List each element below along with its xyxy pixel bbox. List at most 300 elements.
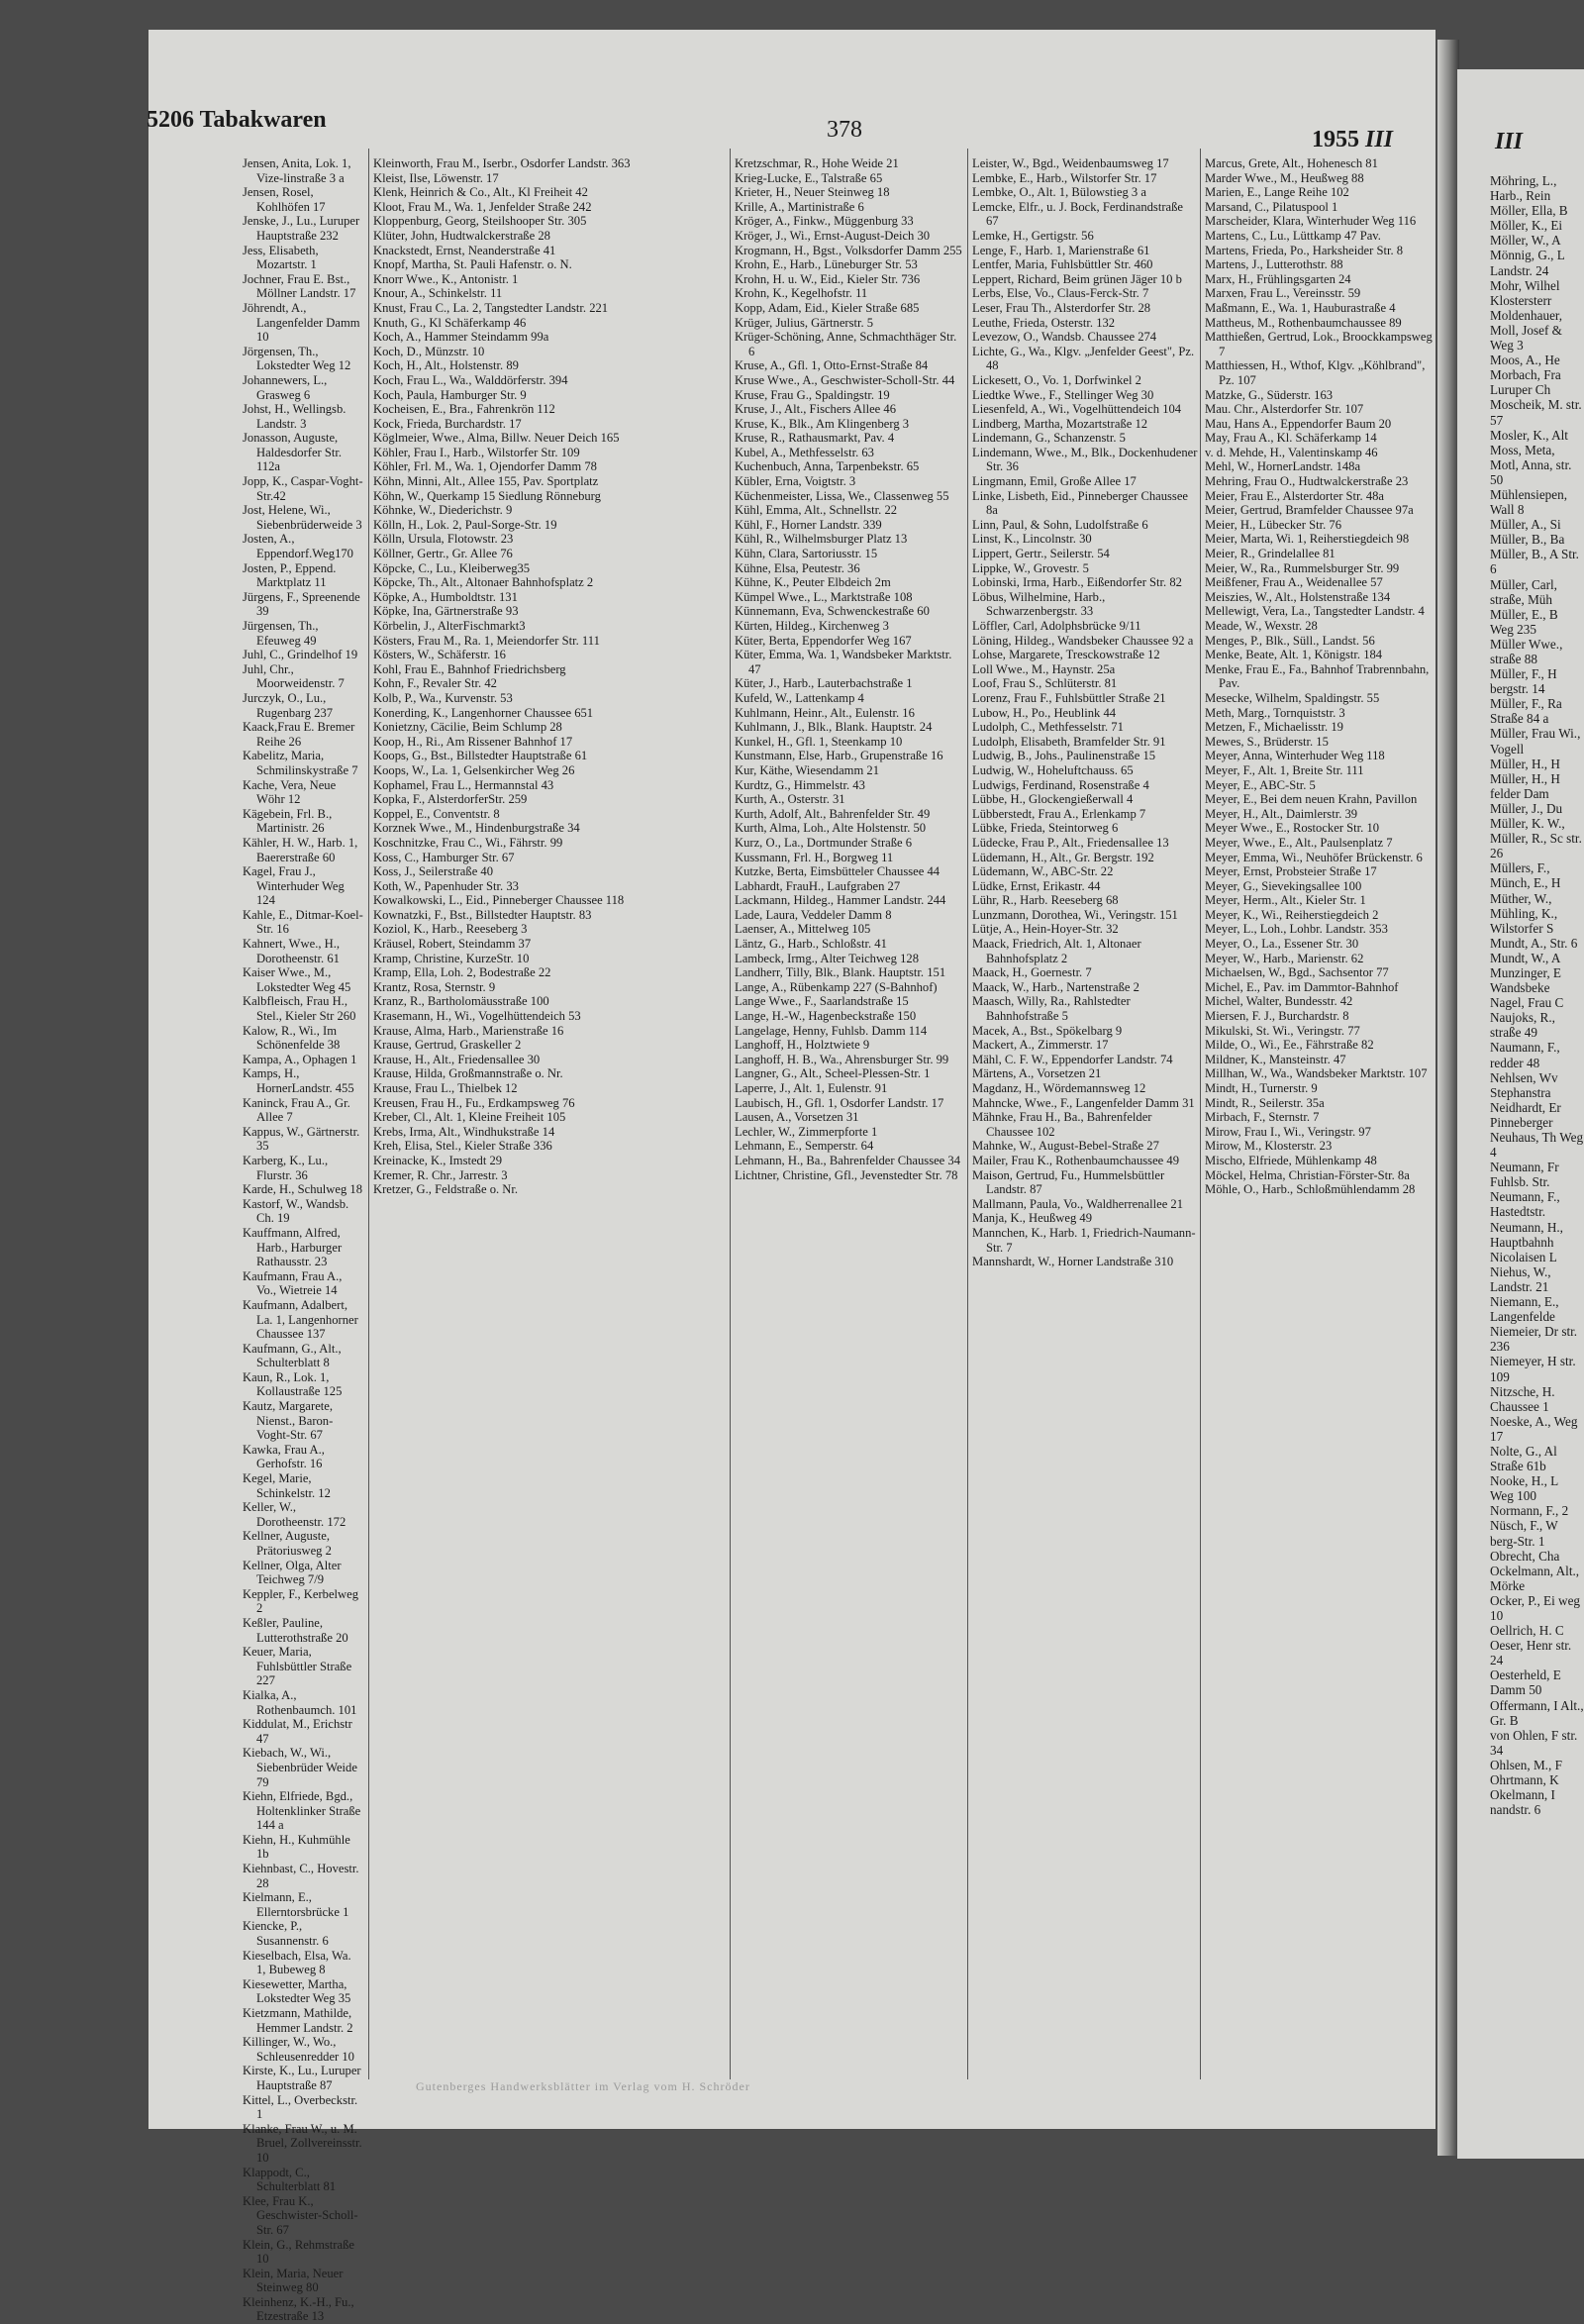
listing-entry: Kümpel Wwe., L., Marktstraße 108 <box>735 589 913 604</box>
listing-entry: Kretzschmar, R., Hohe Weide 21 <box>735 156 899 170</box>
listing-entry: Mahnke, W., August-Bebel-Straße 27 <box>972 1139 1159 1154</box>
listing-entry: Kruse, A., Gfl. 1, Otto-Ernst-Straße 84 <box>735 358 929 373</box>
facing-entry: Oeser, Henr str. 24 <box>1490 1638 1572 1668</box>
listing-entry: Kache, Vera, Neue Wöhr 12 <box>243 777 337 807</box>
listing-entry: Lambeck, Irmg., Alter Teichweg 128 <box>735 951 919 965</box>
facing-entry: Müller, E., B Weg 235 <box>1490 606 1558 637</box>
listing-entry: Kellner, Auguste, Prätoriusweg 2 <box>243 1529 332 1558</box>
listing-entry: Maasch, Willy, Ra., Rahlstedter Bahnhofstraße 5 <box>972 994 1131 1024</box>
listing-entry: Leuthe, Frieda, Osterstr. 132 <box>972 315 1116 330</box>
listing-entry: Mirow, M., Klosterstr. 23 <box>1205 1139 1333 1154</box>
listing-entry: Lichtner, Christine, Gfl., Jevenstedter Str. 78 <box>735 1167 958 1182</box>
listing-entry: Koop, H., Ri., Am Rissener Bahnhof 17 <box>373 734 573 749</box>
listing-entry: Lüdecke, Frau P., Alt., Friedensallee 13 <box>972 835 1169 850</box>
listing-entry: Meyer, G., Sievekingsallee 100 <box>1205 878 1362 893</box>
listing-entry: Lerbs, Else, Vo., Claus-Ferck-Str. 7 <box>972 286 1149 301</box>
listing-entry: Meißfener, Frau A., Weidenallee 57 <box>1205 575 1383 590</box>
listing-entry: Mewes, S., Brüderstr. 15 <box>1205 734 1329 749</box>
listing-entry: Meier, Frau E., Alsterdorter Str. 48a <box>1205 488 1385 503</box>
listing-entry: Lorenz, Frau F., Fuhlsbüttler Straße 21 <box>972 690 1166 705</box>
listing-entry: Martens, C., Lu., Lüttkamp 47 Pav. <box>1205 228 1381 243</box>
listing-entry: Mellewigt, Vera, La., Tangstedter Landstr. 4 <box>1205 604 1425 619</box>
listing-entry: Meyer, Emma, Wi., Neuhöfer Brückenstr. 6 <box>1205 850 1423 864</box>
listing-entry: Meyer, L., Loh., Lohbr. Landstr. 353 <box>1205 922 1388 937</box>
listing-entry: Klee, Frau K., Geschwister-Scholl-Str. 67 <box>243 2193 358 2237</box>
listing-entry: Köpcke, C., Lu., Kleiberweg35 <box>373 560 531 575</box>
listing-entry: Meyer, K., Wi., Reiherstiegdeich 2 <box>1205 907 1379 922</box>
listing-entry: Lippke, W., Grovestr. 5 <box>972 560 1089 575</box>
listing-entry: Marder Wwe., M., Heußweg 88 <box>1205 170 1364 185</box>
listing-entry: Kalbfleisch, Frau H., Stel., Kieler Str 260 <box>243 994 356 1024</box>
facing-entry: Mosler, K., Alt <box>1490 427 1568 443</box>
facing-entry: Nolte, G., Al Straße 61b <box>1490 1443 1557 1474</box>
facing-entry: Müther, W., <box>1490 890 1552 906</box>
listing-entry: Kielmann, E., Ellerntorsbrücke 1 <box>243 1890 349 1919</box>
listing-entry: Lechler, W., Zimmerpforte 1 <box>735 1124 878 1139</box>
listing-entry: Meyer, O., La., Essener Str. 30 <box>1205 937 1359 952</box>
listing-entry: Knuth, G., Kl Schäferkamp 46 <box>373 315 527 330</box>
listing-entry: Michaelsen, W., Bgd., Sachsentor 77 <box>1205 965 1389 980</box>
listing-entry: Krohn, H. u. W., Eid., Kieler Str. 736 <box>735 271 921 286</box>
facing-entry: Müller, A., Si <box>1490 517 1561 533</box>
listing-entry: Lüdemann, W., ABC-Str. 22 <box>972 864 1114 879</box>
listing-entry: Mehl, W., HornerLandstr. 148a <box>1205 459 1361 474</box>
facing-entry: Müller, B., Ba <box>1490 532 1565 548</box>
listing-entry: Lentfer, Maria, Fuhlsbüttler Str. 460 <box>972 257 1153 272</box>
listing-entry: Marx, H., Frühlingsgarten 24 <box>1205 271 1351 286</box>
listing-entry: Kreh, Elisa, Stel., Kieler Straße 336 <box>373 1139 552 1154</box>
listing-entry: Kastorf, W., Wandsb. Ch. 19 <box>243 1196 349 1226</box>
listing-entry: Meiszies, W., Alt., Holstenstraße 134 <box>1205 589 1391 604</box>
listing-entry: Kühl, F., Horner Landstr. 339 <box>735 517 882 532</box>
listing-entry: Johannewers, L., Grasweg 6 <box>243 372 328 402</box>
listing-entry: Köllner, Gertr., Gr. Allee 76 <box>373 547 513 561</box>
listing-entry: Koops, G., Bst., Billstedter Hauptstraße 61 <box>373 749 588 763</box>
facing-entry: Müller, Carl, straße, Müh <box>1490 576 1557 607</box>
listing-entry: Jurczyk, O., Lu., Rugenbarg 237 <box>243 690 334 720</box>
listing-entry: Küter, Berta, Eppendorfer Weg 167 <box>735 633 912 648</box>
facing-entry: Müller, F., Ra Straße 84 a <box>1490 696 1562 727</box>
listing-entry: Kiehn, Elfriede, Bgd., Holtenklinker Straße 144 a <box>243 1789 361 1833</box>
listing-entry: Ludolph, C., Methfesselstr. 71 <box>972 720 1124 735</box>
facing-entry: Müller, B., A Str. 6 <box>1490 547 1579 577</box>
listing-entry: Köhnke, W., Diederichstr. 9 <box>373 503 513 518</box>
listing-entry: Mähnke, Frau H., Ba., Bahrenfelder Chaussee 102 <box>972 1110 1152 1139</box>
listing-entry: Kägebein, Frl. B., Martinistr. 26 <box>243 806 333 836</box>
listing-entry: Krause, Frau L., Thielbek 12 <box>373 1081 518 1095</box>
listing-entry: Kawka, Frau A., Gerhofstr. 16 <box>243 1442 325 1471</box>
listing-entry: Magdanz, H., Wördemannsweg 12 <box>972 1081 1146 1095</box>
listing-entry: Lippert, Gertr., Seilerstr. 54 <box>972 547 1110 561</box>
listing-entry: Milde, O., Wi., Ee., Fährstraße 82 <box>1205 1038 1374 1053</box>
listing-entry: Klein, G., Rehmstraße 10 <box>243 2237 354 2267</box>
listing-entry: Lindberg, Martha, Mozartstraße 12 <box>972 416 1148 431</box>
listing-entry: Maison, Gertrud, Fu., Hummelsbüttler Landstr. 87 <box>972 1167 1165 1197</box>
listing-entry: Kranz, R., Bartholomäusstraße 100 <box>373 994 549 1009</box>
listing-entry: Meier, W., Ra., Rummelsburger Str. 99 <box>1205 560 1400 575</box>
listing-entry: Kramp, Christine, KurzeStr. 10 <box>373 951 530 965</box>
listing-entry: Lemke, H., Gertigstr. 56 <box>972 228 1094 243</box>
listing-entry: Köpcke, Th., Alt., Altonaer Bahnhofsplatz 2 <box>373 575 594 590</box>
listing-entry: Matthiessen, H., Wthof, Klgv. „Köhlbrand", Pz. 107 <box>1205 358 1426 387</box>
listing-entry: Linke, Lisbeth, Eid., Pinneberger Chaussee 8a <box>972 488 1189 518</box>
listing-entry: Leser, Frau Th., Alsterdorfer Str. 28 <box>972 300 1151 315</box>
listing-entry: Meth, Marg., Tornquiststr. 3 <box>1205 705 1345 720</box>
listing-entry: Ludwig, B., Johs., Paulinenstraße 15 <box>972 749 1156 763</box>
facing-entry: Neumann, F., Hastedtstr. <box>1490 1189 1560 1220</box>
listing-entry: Liesenfeld, A., Wi., Vogelhüttendeich 104 <box>972 402 1182 417</box>
listing-entry: Lenge, F., Harb. 1, Marienstraße 61 <box>972 243 1150 257</box>
listing-entry: Mau. Chr., Alsterdorfer Str. 107 <box>1205 402 1364 417</box>
listing-entry: Krause, H., Alt., Friedensallee 30 <box>373 1052 541 1066</box>
listing-entry: Kur, Käthe, Wiesendamm 21 <box>735 762 879 777</box>
listing-entry: Kähler, H. W., Harb. 1, Baererstraße 60 <box>243 835 358 864</box>
listing-entry: Koziol, K., Harb., Reeseberg 3 <box>373 922 528 937</box>
listing-entry: Kiencke, P., Susannenstr. 6 <box>243 1919 329 1949</box>
listing-entry: Kiesewetter, Martha, Lokstedter Weg 35 <box>243 1976 351 2006</box>
listing-entry: Kaun, R., Lok. 1, Kollaustraße 125 <box>243 1369 343 1399</box>
listing-entry: Mildner, K., Mansteinstr. 47 <box>1205 1052 1346 1066</box>
listing-entry: Meier, Marta, Wi. 1, Reiherstiegdeich 98 <box>1205 532 1410 547</box>
listing-entry: Kunstmann, Else, Harb., Grupenstraße 16 <box>735 749 943 763</box>
listing-entry: Koth, W., Papenhuder Str. 33 <box>373 878 519 893</box>
listing-entry: Lemcke, Elfr., u. J. Bock, Ferdinandstraße 67 <box>972 199 1183 229</box>
listing-entry: Kretzer, G., Feldstraße o. Nr. <box>373 1182 519 1197</box>
listing-entry: Lohse, Margarete, Tresckowstraße 12 <box>972 648 1160 662</box>
facing-entry: Mühlensiepen, Wall 8 <box>1490 486 1568 518</box>
listing-entry: Koschnitzke, Frau C., Wi., Fährstr. 99 <box>373 835 563 850</box>
listing-entry: Maack, Friedrich, Alt. 1, Altonaer Bahnhofsplatz 2 <box>972 937 1141 965</box>
listing-entry: Lüdemann, H., Alt., Gr. Bergstr. 192 <box>972 850 1154 864</box>
volume-part: III <box>1365 127 1394 152</box>
facing-entry: Müller, K. W., <box>1490 816 1565 832</box>
listing-entry: Möckel, Helma, Christian-Förster-Str. 8a <box>1205 1167 1410 1182</box>
listing-entry: Krohn, E., Harb., Lüneburger Str. 53 <box>735 257 918 272</box>
listing-entry: Koppel, E., Conventstr. 8 <box>373 806 500 821</box>
listing-entry: Kocheisen, E., Bra., Fahrenkrön 112 <box>373 402 555 417</box>
listing-entry: Kialka, A., Rothenbaumch. 101 <box>243 1687 357 1717</box>
facing-entry: Naujoks, R., straße 49 <box>1490 1010 1555 1041</box>
listing-entry: Koch, Frau L., Wa., Walddörferstr. 394 <box>373 372 568 387</box>
listing-entry: Meyer Wwe., E., Rostocker Str. 10 <box>1205 821 1380 836</box>
facing-entry: Nagel, Frau C <box>1490 995 1564 1011</box>
facing-entry: Ohlsen, M., F <box>1490 1757 1562 1772</box>
listing-entry: Knackstedt, Ernst, Neanderstraße 41 <box>373 243 556 257</box>
facing-entry: Mönnig, G., L Landstr. 24 <box>1490 248 1565 278</box>
listing-entry: Kröger, A., Finkw., Müggenburg 33 <box>735 214 914 229</box>
listing-entry: Köpke, Ina, Gärtnerstraße 93 <box>373 604 519 619</box>
listing-entry: Jopp, K., Caspar-Voght-Str.42 <box>243 474 363 503</box>
facing-entry: Müller, F., H bergstr. 14 <box>1490 666 1557 697</box>
listing-entry: Kleist, Ilse, Löwenstr. 17 <box>373 170 499 185</box>
listing-entry: Maack, W., Harb., Nartenstraße 2 <box>972 979 1139 994</box>
facing-entry: Niemeyer, H str. 109 <box>1490 1354 1576 1384</box>
listing-entry: May, Frau A., Kl. Schäferkamp 14 <box>1205 431 1377 446</box>
listing-entry: Köhler, Frau I., Harb., Wilstorfer Str. 109 <box>373 445 580 459</box>
listing-entry: Kufeld, W., Lattenkamp 4 <box>735 690 864 705</box>
listing-entry: Jess, Elisabeth, Mozartstr. 1 <box>243 243 319 272</box>
listing-entry: Menke, Beate, Alt. 1, Königstr. 184 <box>1205 648 1383 662</box>
listing-entry: Kubel, A., Methfesselstr. 63 <box>735 445 874 459</box>
listing-entry: Kübler, Erna, Voigtstr. 3 <box>735 474 856 489</box>
listing-entry: Lubow, H., Po., Heublink 44 <box>972 705 1117 720</box>
listing-entry: Lehmann, H., Ba., Bahrenfelder Chaussee 34 <box>735 1153 961 1167</box>
facing-entry: Mundt, W., A <box>1490 950 1561 965</box>
listing-entry: Kiddulat, M., Erichstr 47 <box>243 1717 352 1746</box>
listing-entry: Laubisch, H., Gfl. 1, Osdorfer Landstr. 17 <box>735 1095 944 1110</box>
listing-entry: Meier, Gertrud, Bramfelder Chaussee 97a <box>1205 503 1414 518</box>
listing-entry: Macek, A., Bst., Spökelbarg 9 <box>972 1023 1123 1038</box>
listing-entry: Kaninck, Frau A., Gr. Allee 7 <box>243 1095 350 1125</box>
listing-entry: v. d. Mehde, H., Valentinskamp 46 <box>1205 445 1378 459</box>
facing-entry: Niemann, E., Langenfelde <box>1490 1294 1559 1325</box>
listing-entry: Koch, A., Hammer Steindamm 99a <box>373 330 549 345</box>
listing-entry: Leppert, Richard, Beim grünen Jäger 10 b <box>972 271 1182 286</box>
listing-entry: Kreber, Cl., Alt. 1, Kleine Freiheit 105 <box>373 1110 566 1125</box>
listing-entry: Krantz, Rosa, Sternstr. 9 <box>373 979 496 994</box>
listing-entry: Kautz, Margarete, Nienst., Baron-Voght-Str. 67 <box>243 1399 334 1443</box>
listing-entry: Jürgens, F., Spreenende 39 <box>243 589 360 619</box>
listing-entry: Lackmann, Hildeg., Hammer Landstr. 244 <box>735 893 946 908</box>
listing-entry: Krause, Gertrud, Graskeller 2 <box>373 1038 522 1053</box>
facing-entry: Müller, H., H felder Dam <box>1490 770 1560 801</box>
column-rule <box>368 149 369 2079</box>
listing-entry: Ludwig, W., Hoheluftchauss. 65 <box>972 762 1134 777</box>
listing-entry: Köhn, W., Querkamp 15 Siedlung Rönneburg <box>373 488 601 503</box>
listing-entry: Kutzke, Berta, Eimsbütteler Chaussee 44 <box>735 864 940 879</box>
listing-entry: Kühl, Emma, Alt., Schnellstr. 22 <box>735 503 898 518</box>
listing-entry: Loof, Frau S., Schlüterstr. 81 <box>972 676 1118 691</box>
facing-entry: Münch, E., H <box>1490 875 1561 891</box>
listing-entry: Kolb, P., Wa., Kurvenstr. 53 <box>373 690 513 705</box>
listing-entry: Jost, Helene, Wi., Siebenbrüderweide 3 <box>243 503 362 532</box>
listing-entry: Juhl, C., Grindelhof 19 <box>243 648 358 662</box>
facing-entry: Nitzsche, H. Chaussee 1 <box>1490 1383 1555 1414</box>
listing-entry: Mindt, H., Turnerstr. 9 <box>1205 1081 1318 1095</box>
listing-entry: Lange, A., Rübenkamp 227 (S-Bahnhof) <box>735 979 938 994</box>
listing-entry: Kloppenburg, Georg, Steilshooper Str. 305 <box>373 214 587 229</box>
listing-entry: Marcus, Grete, Alt., Hohenesch 81 <box>1205 156 1378 170</box>
listing-entry: Lausen, A., Vorsetzen 31 <box>735 1110 859 1125</box>
page-footer: Gutenberges Handwerksblätter im Verlag vom H. Schröder <box>416 2079 750 2093</box>
listing-entry: Köglmeier, Wwe., Alma, Billw. Neuer Deich 165 <box>373 431 620 446</box>
listing-entry: Lübbe, H., Glockengießerwall 4 <box>972 792 1134 807</box>
listing-entry: Köhler, Frl. M., Wa. 1, Ojendorfer Damm 78 <box>373 459 597 474</box>
listing-entry: Lüdke, Ernst, Erikastr. 44 <box>972 878 1101 893</box>
listing-entry: Landherr, Tilly, Blk., Blank. Hauptstr. 151 <box>735 965 946 980</box>
listing-entry: Kreinacke, K., Imstedt 29 <box>373 1153 503 1167</box>
listing-entry: Kiebach, W., Wi., Siebenbrüder Weide 79 <box>243 1746 357 1789</box>
listing-entry: Lübke, Frieda, Steintorweg 6 <box>972 821 1119 836</box>
listing-entry: Kopp, Adam, Eid., Kieler Straße 685 <box>735 300 920 315</box>
listing-entry: Kaufmann, Frau A., Vo., Wietreie 14 <box>243 1268 343 1298</box>
listing-entry: Leister, W., Bgd., Weidenbaumsweg 17 <box>972 156 1169 170</box>
listing-entry: Lübberstedt, Frau A., Erlenkamp 7 <box>972 806 1146 821</box>
listing-entry: Lunzmann, Dorothea, Wi., Veringstr. 151 <box>972 907 1178 922</box>
listing-entry: Krogmann, H., Bgst., Volksdorfer Damm 255 <box>735 243 962 257</box>
facing-entry: Mundt, A., Str. 6 <box>1490 935 1578 951</box>
listing-entry: Kabelitz, Maria, Schmilinskystraße 7 <box>243 749 358 777</box>
listing-entry: Metzen, F., Michaelisstr. 19 <box>1205 720 1343 735</box>
listing-entry: Kophamel, Frau L., Hermannstal 43 <box>373 777 554 792</box>
listing-entry: Johst, H., Wellingsb. Landstr. 3 <box>243 402 346 431</box>
listing-entry: Josten, A., Eppendorf.Weg170 <box>243 532 353 561</box>
facing-entry: Müllers, F., <box>1490 860 1550 876</box>
listing-entry: Killinger, W., Wo., Schleusenredder 10 <box>243 2035 354 2064</box>
facing-entry: Nehlsen, Wv Stephanstra <box>1490 1069 1558 1100</box>
listing-entry: Kurth, Alma, Loh., Alte Holstenstr. 50 <box>735 821 927 836</box>
listing-entry: Märtens, A., Vorsetzen 21 <box>972 1066 1102 1081</box>
listing-entry: Kühne, Elsa, Peutestr. 36 <box>735 560 860 575</box>
listing-entry: Meier, H., Lübecker Str. 76 <box>1205 517 1341 532</box>
listing-entry: Knour, A., Schinkelstr. 11 <box>373 286 503 301</box>
listing-entry: Kösters, Frau M., Ra. 1, Meiendorfer Str. 111 <box>373 633 600 648</box>
listing-entry: Kownatzki, F., Bst., Billstedter Hauptstr. 83 <box>373 907 592 922</box>
listing-entry: Meyer, Herm., Alt., Kieler Str. 1 <box>1205 893 1366 908</box>
listing-entry: Kloot, Frau M., Wa. 1, Jenfelder Straße 242 <box>373 199 592 214</box>
listing-entry: Kruse, Frau G., Spaldingstr. 19 <box>735 387 890 402</box>
listing-entry: Lühr, R., Harb. Reeseberg 68 <box>972 893 1119 908</box>
listing-entry: Mattheus, M., Rothenbaumchaussee 89 <box>1205 315 1402 330</box>
listing-entry: Knust, Frau C., La. 2, Tangstedter Landstr. 221 <box>373 300 609 315</box>
listing-entry: Kramp, Ella, Loh. 2, Bodestraße 22 <box>373 965 551 980</box>
listing-entry: Köhn, Minni, Alt., Allee 155, Pav. Sportplatz <box>373 474 599 489</box>
facing-entry: Müller, R., Sc str. 26 <box>1490 831 1582 861</box>
listing-entry: Kiehnbast, C., Hovestr. 28 <box>243 1862 359 1890</box>
listing-entry: Krause, Alma, Harb., Marienstraße 16 <box>373 1023 564 1038</box>
facing-entry: Ocker, P., Ei weg 10 <box>1490 1592 1581 1623</box>
listing-entry: Keßler, Pauline, Lutterothstraße 20 <box>243 1615 348 1645</box>
listing-entry: Kruse Wwe., A., Geschwister-Scholl-Str. 44 <box>735 372 955 387</box>
listing-entry: Kurth, Adolf, Alt., Bahrenfelder Str. 49 <box>735 806 931 821</box>
facing-entry: Nooke, H., L Weg 100 <box>1490 1473 1558 1504</box>
listing-entry: Meyer, Wwe., E., Alt., Paulsenplatz 7 <box>1205 835 1393 850</box>
page-number: 378 <box>827 117 862 143</box>
listing-entry: Kuchenbuch, Anna, Tarpenbekstr. 65 <box>735 459 920 474</box>
facing-entry: Müller Wwe., straße 88 <box>1490 636 1563 666</box>
facing-entry: Noeske, A., Weg 17 <box>1490 1413 1578 1444</box>
listing-entry: Jörgensen, Th., Lokstedter Weg 12 <box>243 344 351 373</box>
listing-entry: Kopka, F., AlsterdorferStr. 259 <box>373 792 528 807</box>
listing-entry: Lichte, G., Wa., Klgv. „Jenfelder Geest", Pz. 48 <box>972 344 1195 373</box>
listing-entry: Mau, Hans A., Eppendorfer Baum 20 <box>1205 416 1392 431</box>
listing-entry: Mischo, Elfriede, Mühlenkamp 48 <box>1205 1153 1377 1167</box>
facing-entry: Nicolaisen L <box>1490 1249 1557 1264</box>
listing-column-1 <box>243 156 363 2324</box>
listing-entry: Maack, H., Goernestr. 7 <box>972 965 1092 980</box>
listing-entry: Kalow, R., Wi., Im Schönenfelde 38 <box>243 1023 341 1053</box>
listing-entry: Martens, Frieda, Po., Harksheider Str. 8 <box>1205 243 1404 257</box>
listing-column-2 <box>373 156 728 2087</box>
facing-entry: Neidhardt, Er Pinneberger <box>1490 1099 1561 1130</box>
listing-entry: Küter, J., Harb., Lauterbachstraße 1 <box>735 676 913 691</box>
listing-entry: Jöhrendt, A., Langenfelder Damm 10 <box>243 300 360 345</box>
listing-entry: Langhoff, H., Holztwiete 9 <box>735 1038 870 1053</box>
listing-entry: Kräusel, Robert, Steindamm 37 <box>373 937 532 952</box>
listing-entry: Kahle, E., Ditmar-Koel-Str. 16 <box>243 907 363 937</box>
listing-entry: Kaack,Frau E. Bremer Reihe 26 <box>243 720 355 749</box>
listing-entry: Kruse, R., Rathausmarkt, Pav. 4 <box>735 431 895 446</box>
listing-entry: Kock, Frieda, Burchardstr. 17 <box>373 416 522 431</box>
listing-entry: Koops, W., La. 1, Gelsenkircher Weg 26 <box>373 762 575 777</box>
listing-entry: Jochner, Frau E. Bst., Möllner Landstr. 17 <box>243 271 356 301</box>
listing-entry: Mikulski, St. Wi., Veringstr. 77 <box>1205 1023 1360 1038</box>
facing-entry: Moss, Meta, <box>1490 442 1555 457</box>
listing-entry: Keppler, F., Kerbelweg 2 <box>243 1586 359 1616</box>
facing-entry: von Ohlen, F str. 34 <box>1490 1727 1578 1758</box>
listing-entry: Kampa, A., Ophagen 1 <box>243 1052 357 1066</box>
listing-entry: Lobinski, Irma, Harb., Eißendorfer Str. 82 <box>972 575 1182 590</box>
listing-entry: Knopf, Martha, St. Pauli Hafenstr. o. N. <box>373 257 572 272</box>
listing-entry: Mallmann, Paula, Vo., Waldherrenallee 21 <box>972 1196 1184 1211</box>
listing-entry: Langhoff, H. B., Wa., Ahrensburger Str. 99 <box>735 1052 949 1066</box>
listing-entry: Lingmann, Emil, Große Allee 17 <box>972 474 1137 489</box>
listing-entry: Kurth, A., Osterstr. 31 <box>735 792 845 807</box>
listing-entry: Krohn, K., Kegelhofstr. 11 <box>735 286 868 301</box>
listing-entry: Kühn, Clara, Sartoriusstr. 15 <box>735 547 878 561</box>
listing-entry: Marien, E., Lange Reihe 102 <box>1205 185 1349 200</box>
listing-entry: Lindemann, G., Schanzenstr. 5 <box>972 431 1126 446</box>
listing-entry: Kamps, H., HornerLandstr. 455 <box>243 1066 354 1095</box>
facing-entry: Möller, K., Ei <box>1490 218 1563 234</box>
facing-entry: Nüsch, F., W berg-Str. 1 <box>1490 1518 1558 1549</box>
listing-entry: Krieter, H., Neuer Steinweg 18 <box>735 185 890 200</box>
facing-entry: Moscheik, M. str. 57 <box>1490 397 1582 428</box>
listing-entry: Kahnert, Wwe., H., Dorotheenstr. 61 <box>243 937 341 965</box>
listing-entry: Mannchen, K., Harb. 1, Friedrich-Naumann-Str. 7 <box>972 1225 1196 1255</box>
listing-entry: Kölln, H., Lok. 2, Paul-Sorge-Str. 19 <box>373 517 557 532</box>
listing-entry: Klüter, John, Hudtwalckerstraße 28 <box>373 228 550 243</box>
book-spine <box>1437 40 1459 2156</box>
facing-entry: Morbach, Fra Luruper Ch <box>1490 367 1561 398</box>
column-rule <box>1200 149 1201 2079</box>
listing-entry: Matthießen, Gertrud, Lok., Broockkampsweg 7 <box>1205 330 1433 358</box>
facing-entry: Munzinger, E Wandsbeke <box>1490 964 1561 996</box>
listing-entry: Mesecke, Wilhelm, Spaldingstr. 55 <box>1205 690 1380 705</box>
listing-entry: Ludwigs, Ferdinand, Rosenstraße 4 <box>972 777 1149 792</box>
facing-entry: Niehus, W., Landstr. 21 <box>1490 1263 1551 1294</box>
facing-entry: Möller, W., A <box>1490 233 1561 249</box>
listing-entry: Michel, Walter, Bundesstr. 42 <box>1205 994 1353 1009</box>
column-rule <box>967 149 968 2079</box>
listing-entry: Karberg, K., Lu., Flurstr. 36 <box>243 1153 329 1182</box>
listing-entry: Kappus, W., Gärtnerstr. 35 <box>243 1124 360 1154</box>
listing-entry: Krause, Hilda, Großmannstraße o. Nr. <box>373 1066 563 1081</box>
facing-entry: Normann, F., 2 <box>1490 1503 1569 1519</box>
listing-entry: Löning, Hildeg., Wandsbeker Chaussee 92 a <box>972 633 1194 648</box>
facing-entry: Ohrtmann, K <box>1490 1772 1559 1788</box>
facing-entry: Moldenhauer, <box>1490 307 1563 323</box>
facing-entry: Oellrich, H. C <box>1490 1623 1564 1639</box>
listing-entry: Mirbach, F., Sternstr. 7 <box>1205 1110 1320 1125</box>
listing-entry: Kruse, J., Alt., Fischers Allee 46 <box>735 402 897 417</box>
listing-entry: Kowalkowski, L., Eid., Pinneberger Chaussee 118 <box>373 893 625 908</box>
listing-entry: Kleinhenz, K.-H., Fu., Etzestraße 13 <box>243 2294 354 2324</box>
listing-column-3 <box>735 156 964 2087</box>
facing-entry: Müller, J., Du <box>1490 800 1563 816</box>
listing-entry: Menke, Frau E., Fa., Bahnhof Trabrennbahn, Pav. <box>1205 661 1430 691</box>
facing-volume-part: III <box>1495 129 1524 154</box>
facing-entry: Neumann, Fr Fuhlsb. Str. <box>1490 1160 1559 1190</box>
listing-entry: Kussmann, Frl. H., Borgweg 11 <box>735 850 894 864</box>
listing-entry: Meade, W., Wexstr. 28 <box>1205 619 1318 633</box>
listing-entry: Löffler, Carl, Adolphsbrücke 9/11 <box>972 619 1141 633</box>
listing-entry: Klenk, Heinrich & Co., Alt., Kl Freiheit 42 <box>373 185 588 200</box>
listing-entry: Klein, Maria, Neuer Steinweg 80 <box>243 2266 344 2295</box>
listing-entry: Loll Wwe., M., Haynstr. 25a <box>972 661 1116 676</box>
listing-entry: Korznek Wwe., M., Hindenburgstraße 34 <box>373 821 580 836</box>
facing-page-header <box>1495 129 1523 155</box>
